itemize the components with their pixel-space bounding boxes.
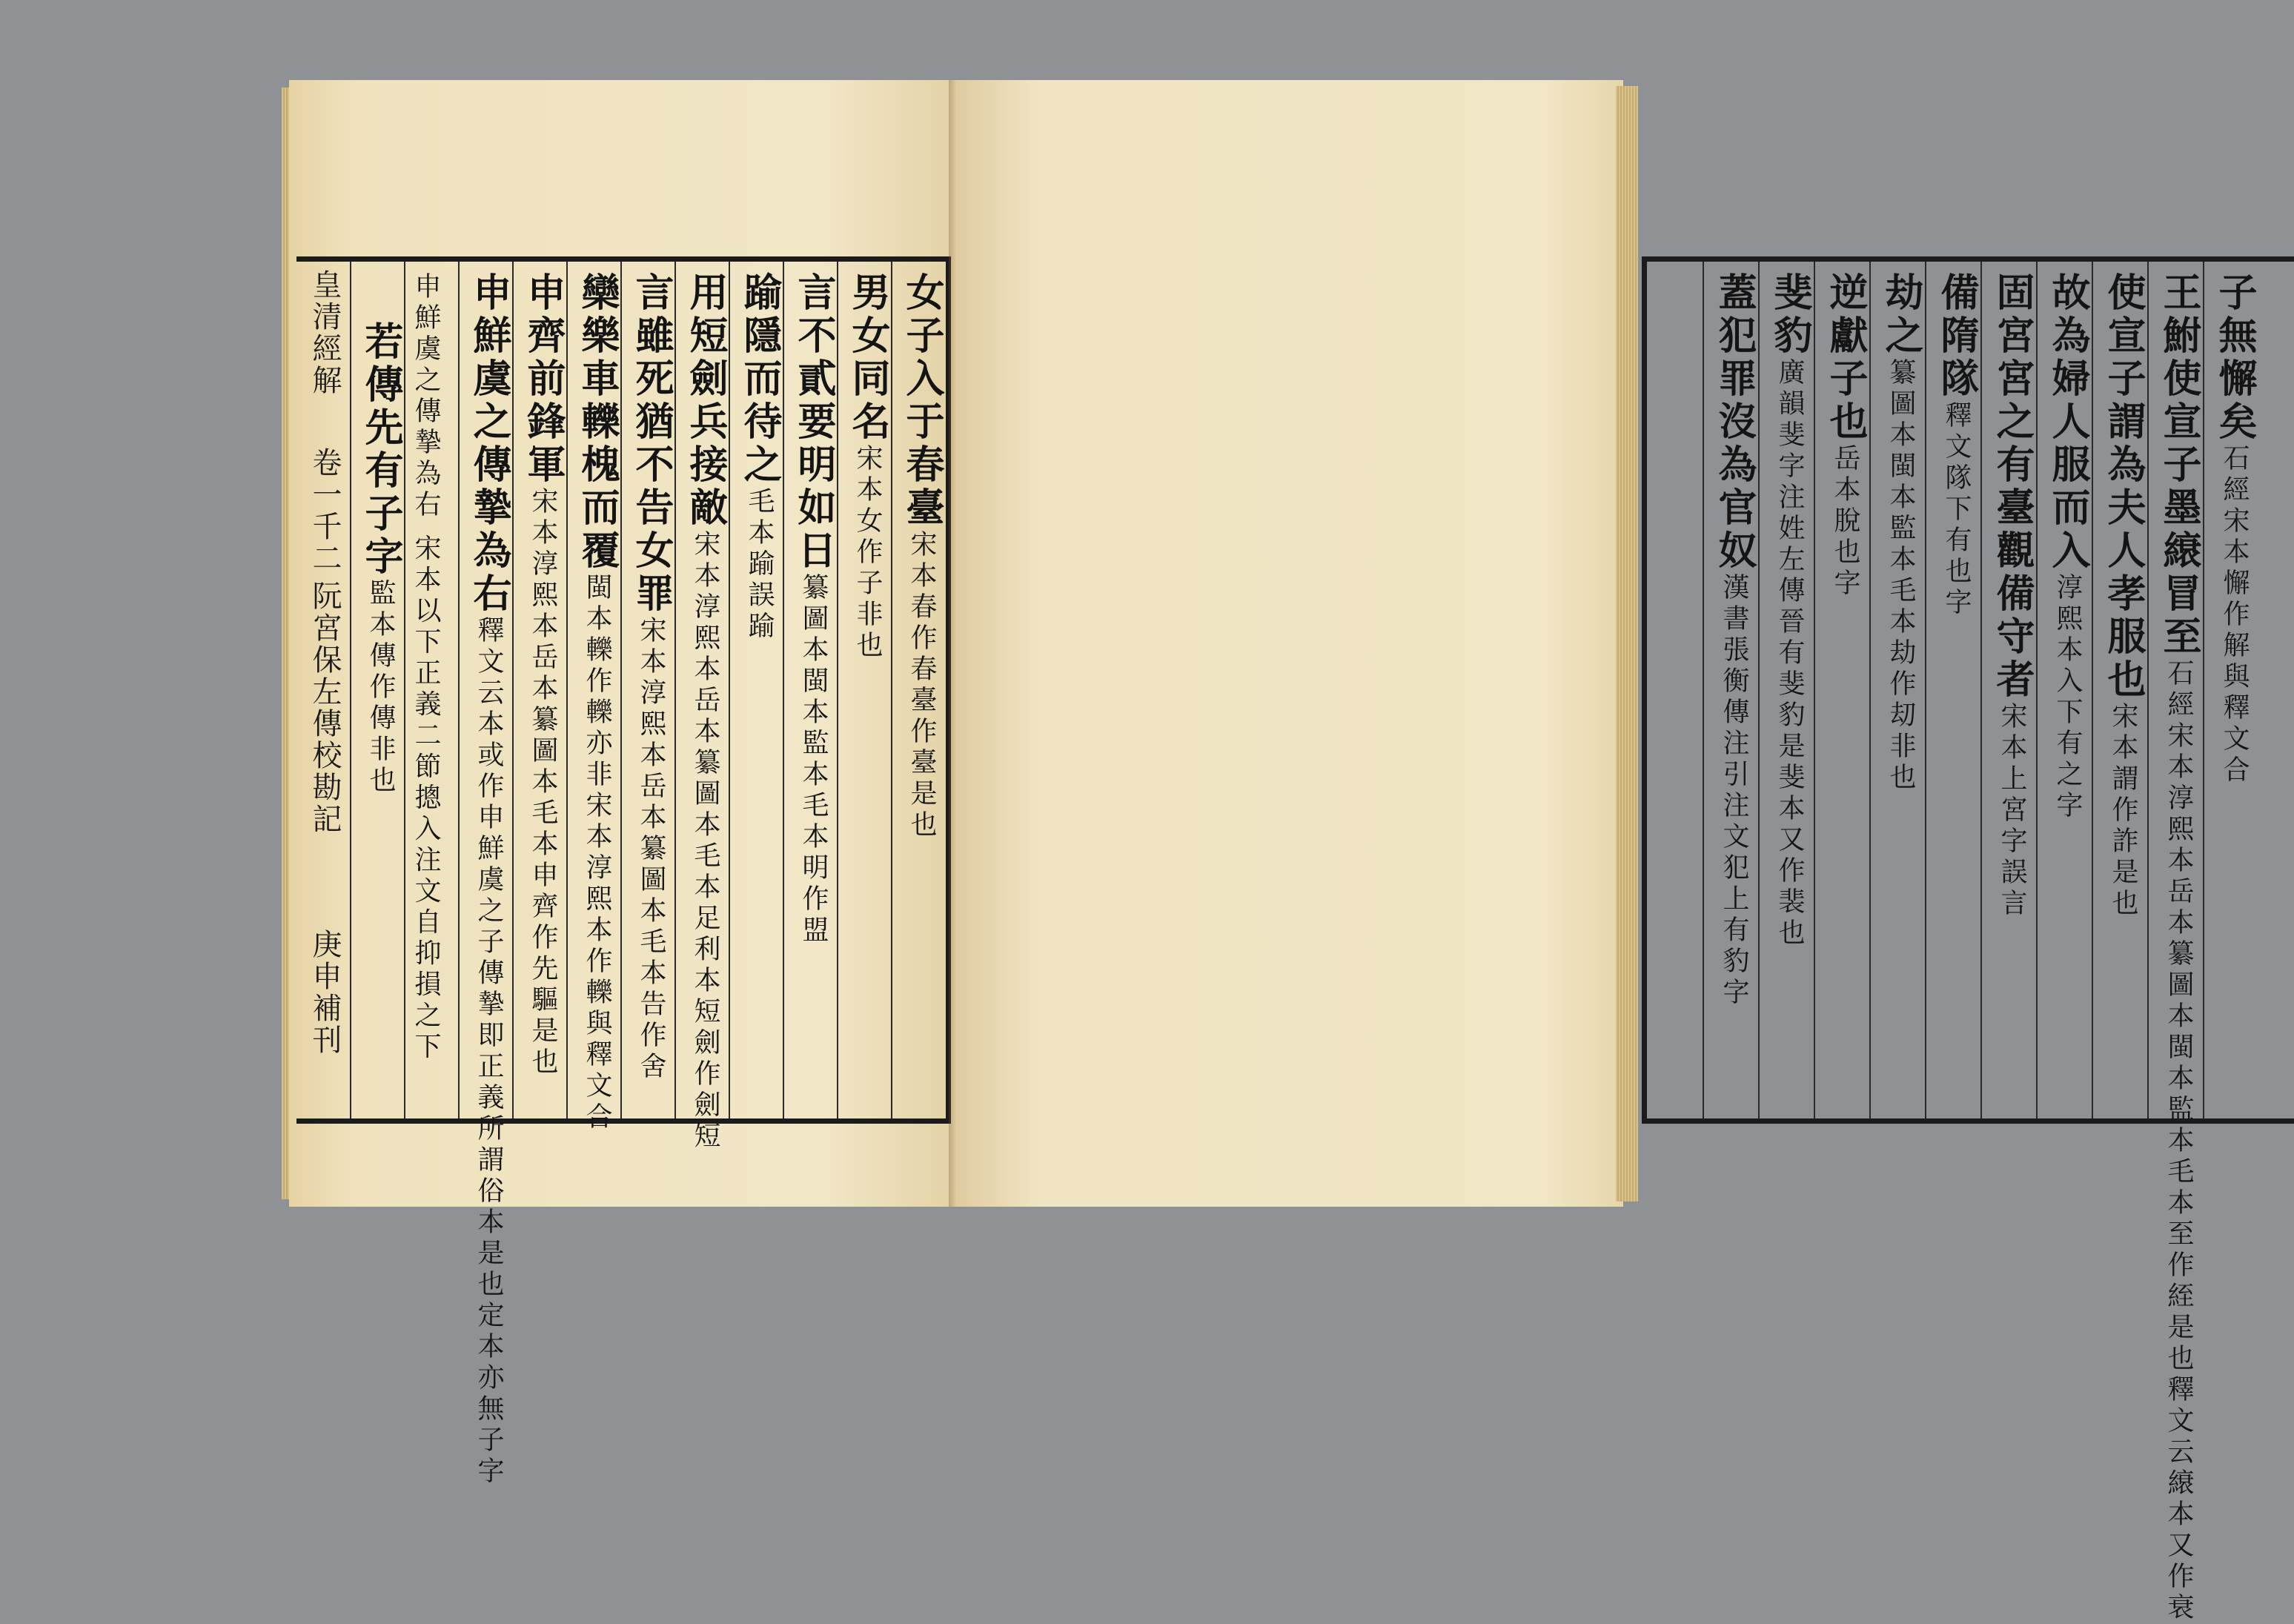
text-column: 申鮮虞之傳摯為右釋文云本或作申鮮虞之子傳摯即正義所謂俗本是也定本亦無子字 <box>466 272 511 1488</box>
text-column: 子無懈矣石經宋本懈作解與釋文合 <box>2212 272 2257 786</box>
text-column: 申鮮虞之傳摯為右 宋本以下正義二節摠入注文自抑損之下 <box>411 272 441 1064</box>
margin-title: 阮宮保左傳校勘記 <box>308 580 342 835</box>
text-column: 言不貳要明如日纂圖本閩本監本毛本明作盟 <box>791 272 836 947</box>
column-rule <box>458 262 460 1118</box>
open-book <box>282 80 2257 1624</box>
text-column: 逆獻子也岳本脫也字 <box>1823 272 1868 600</box>
column-rule <box>1703 262 1704 1118</box>
text-column: 欒樂車轢槐而覆閩本轢作轢亦非宋本淳熙本作轢與釋文合 <box>574 272 620 1133</box>
text-column: 若傳先有子字監本傳作傳非也 <box>358 321 403 797</box>
left-text-frame <box>296 256 951 1488</box>
text-column: 蓋犯罪沒為官奴漢書張衡傳注引注文犯上有豹字 <box>1711 272 1757 1009</box>
text-column: 斐豹廣韻斐字注姓左傳晉有斐豹是斐本又作裴也 <box>1767 272 1812 949</box>
text-column: 言雖死猶不告女罪宋本淳熙本岳本纂圖本毛本告作舍 <box>629 272 674 1083</box>
text-column: 男女同名宋本女作子非也 <box>845 272 890 662</box>
text-column: 申齊前鋒軍宋本淳熙本岳本纂圖本毛本申齊作先驅是也 <box>520 272 566 1078</box>
column-rule <box>350 262 351 1118</box>
text-column: 故為婦人服而入淳熙本入下有之字 <box>2045 272 2090 822</box>
margin-footer: 庚申補刊 <box>308 929 342 1056</box>
text-column: 固宮宮之有臺觀備守者宋本上宮字誤言 <box>1989 272 2035 920</box>
right-text-frame <box>1642 256 2294 1624</box>
text-column: 踰隱而待之毛本踰誤踰 <box>737 272 782 643</box>
text-column: 備隋隊釋文隊下有也字 <box>1934 272 1979 619</box>
text-column: 使宣子謂為夫人孝服也宋本謂作詐是也 <box>2101 272 2146 920</box>
right-page-edges <box>1616 86 1638 1202</box>
text-column: 用短劍兵接敵宋本淳熙本岳本纂圖本毛本足利本短劍作劍短 <box>683 272 728 1153</box>
text-column: 劫之纂圖本閩本監本毛本劫作刧非也 <box>1878 272 1923 794</box>
right-page <box>956 80 2257 1624</box>
margin-volume: 卷一千二 <box>308 447 342 574</box>
text-column: 女子入于春臺宋本春作春臺作臺是也 <box>899 272 944 841</box>
text-column: 王鮒使宣子墨縗冒至石經宋本淳熙本岳本纂圖本閩本監本毛本至作絰是也釋文云縗本又作衰 <box>2156 272 2201 1624</box>
left-page <box>289 80 956 1488</box>
margin-header: 皇清經解 <box>308 269 342 397</box>
